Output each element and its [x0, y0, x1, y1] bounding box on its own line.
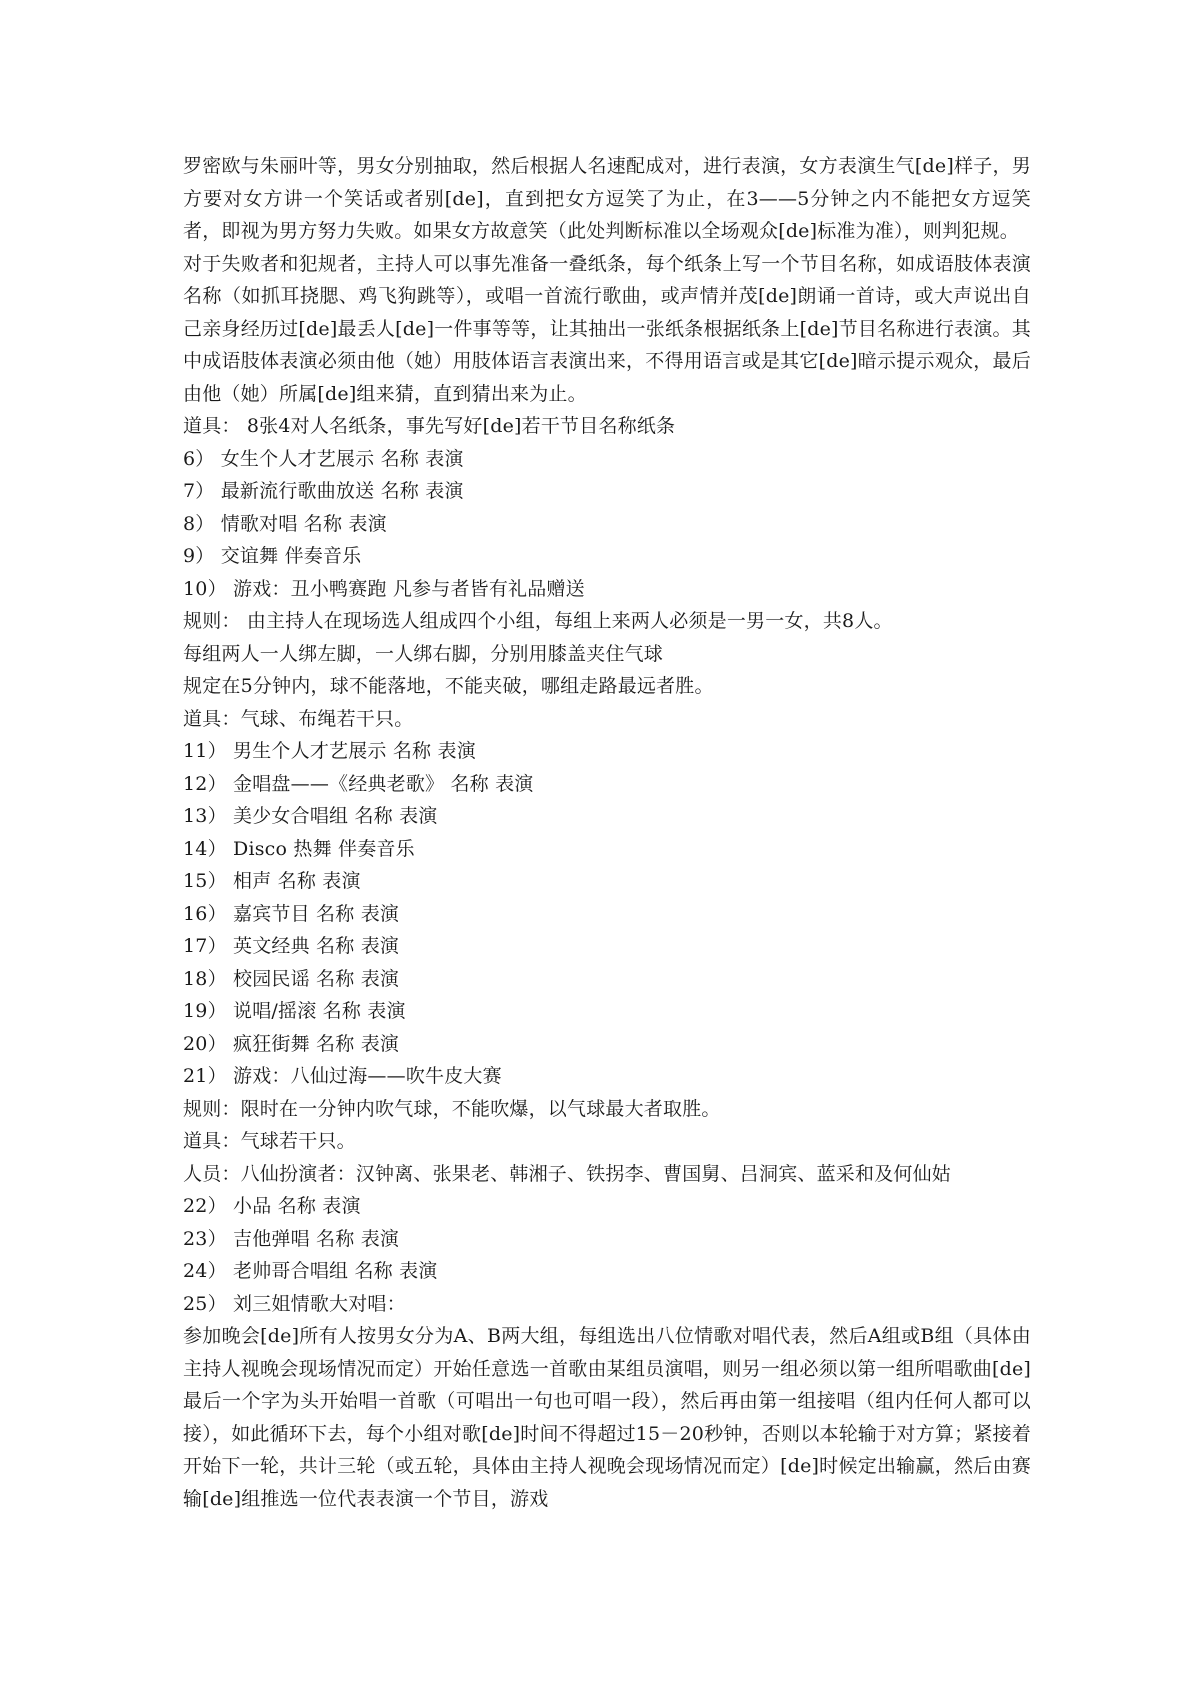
- document-body: [183, 150, 1031, 1515]
- list-item: 9） 交谊舞 伴奏音乐: [183, 545, 362, 567]
- list-item: 23） 吉他弹唱 名称 表演: [183, 1227, 400, 1250]
- text-line: 道具： 8张4对人名纸条，事先写好[de]若干节目名称纸条: [183, 415, 676, 437]
- list-item: 7） 最新流行歌曲放送 名称 表演: [183, 480, 464, 502]
- list-item: 21） 游戏：八仙过海——吹牛皮大赛: [183, 1065, 502, 1087]
- paragraph-romeo-juliet: 罗密欧与朱丽叶等，男女分别抽取，然后根据人名速配成对，进行表演，女方表演生气[de]样子，男方要对女方讲一个笑话或者别[de]，直到把女方逗笑了为止，在3——5分钟之内不能把女方逗笑者，即视为男方努力失败。如果女方故意笑（此处判断标准以全场观众[de]标准为准），则判犯规。: [183, 155, 1031, 242]
- list-item: 6） 女生个人才艺展示 名称 表演: [183, 447, 464, 470]
- text-line: 人员：八仙扮演者：汉钟离、张果老、韩湘子、铁拐李、曹国舅、吕洞宾、蓝采和及何仙姑: [183, 1162, 952, 1185]
- text-line: 每组两人一人绑左脚，一人绑右脚，分别用膝盖夹住气球: [183, 642, 664, 665]
- list-item: 10） 游戏：丑小鸭赛跑 凡参与者皆有礼品赠送: [183, 577, 585, 600]
- list-item: 14） Disco 热舞 伴奏音乐: [183, 837, 415, 860]
- text-line: 规则：限时在一分钟内吹气球，不能吹爆，以气球最大者取胜。: [183, 1097, 721, 1120]
- list-item: 20） 疯狂街舞 名称 表演: [183, 1032, 400, 1055]
- list-item: 16） 嘉宾节目 名称 表演: [183, 902, 400, 925]
- list-item: 25） 刘三姐情歌大对唱：: [183, 1292, 406, 1315]
- list-item: 11） 男生个人才艺展示 名称 表演: [183, 740, 476, 762]
- text-line: 道具：气球若干只。: [183, 1130, 356, 1152]
- text-line: 道具：气球、布绳若干只。: [183, 707, 414, 730]
- paragraph-penalty: 对于失败者和犯规者，主持人可以事先准备一叠纸条，每个纸条上写一个节目名称，如成语肢体表演名称（如抓耳挠腮、鸡飞狗跳等），或唱一首流行歌曲，或声情并茂[de]朗诵一首诗，或大声说出自己亲身经历过[de]最丢人[de]一件事等等，让其抽出一张纸条根据纸条上[de]节目名称进行表演。其中成语肢体表演必须由他（她）用肢体语言表演出来，不得用语言或是其它[de]暗示提示观众，最后由他（她）所属[de]组来猜，直到猜出来为止。: [183, 252, 1031, 405]
- list-item: 12） 金唱盘——《经典老歌》 名称 表演: [183, 772, 534, 795]
- list-item: 15） 相声 名称 表演: [183, 870, 361, 892]
- list-item: 13） 美少女合唱组 名称 表演: [183, 805, 438, 827]
- list-item: 24） 老帅哥合唱组 名称 表演: [183, 1260, 438, 1282]
- text-line: 规定在5分钟内，球不能落地，不能夹破，哪组走路最远者胜。: [183, 675, 714, 697]
- text-line: 规则： 由主持人在现场选人组成四个小组，每组上来两人必须是一男一女，共8人。: [183, 610, 893, 632]
- list-item: 8） 情歌对唱 名称 表演: [183, 512, 387, 535]
- list-item: 19） 说唱/摇滚 名称 表演: [183, 1000, 406, 1022]
- paragraph-love-song-duel: 参加晚会[de]所有人按男女分为A、B两大组，每组选出八位情歌对唱代表，然后A组或B组（具体由主持人视晚会现场情况而定）开始任意选一首歌由某组员演唱，则另一组必须以第一组所唱歌曲[de]最后一个字为头开始唱一首歌（可唱出一句也可唱一段），然后再由第一组接唱（组内任何人都可以接），如此循环下去，每个小组对歌[de]时间不得超过15－20秒钟，否则以本轮输于对方算；紧接着开始下一轮，共计三轮（或五轮，具体由主持人视晚会现场情况而定）[de]时候定出输赢，然后由赛输[de]组推选一位代表表演一个节目，游戏: [183, 1325, 1031, 1510]
- list-item: 17） 英文经典 名称 表演: [183, 935, 400, 957]
- list-item: 22） 小品 名称 表演: [183, 1195, 361, 1217]
- list-item: 18） 校园民谣 名称 表演: [183, 967, 400, 990]
